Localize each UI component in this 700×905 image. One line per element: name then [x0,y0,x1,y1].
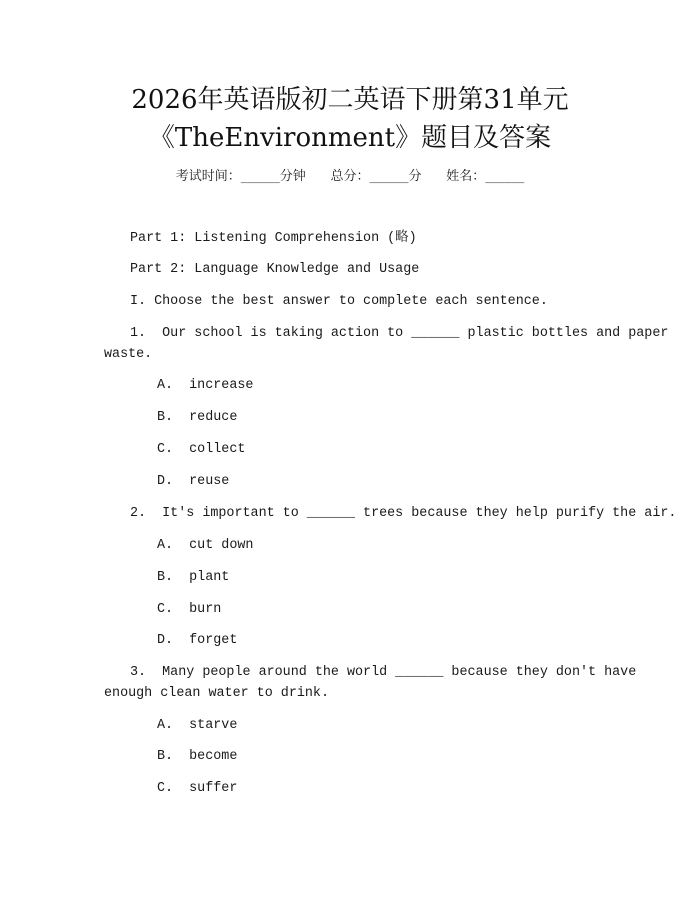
exam-info-line: 考试时间：______分钟 总分：______分 姓名：______ [175,169,525,184]
question-1-option-c: C. collect [157,442,246,457]
question-3-option-a: A. starve [157,718,238,733]
document-title-line-1: 2026年英语版初二英语下册第31单元 [131,85,569,115]
question-2-option-b: B. plant [157,570,230,585]
question-2-option-a: A. cut down [157,538,254,553]
document-title-line-2: 《TheEnvironment》题目及答案 [148,123,552,153]
part-2-heading: Part 2: Language Knowledge and Usage [130,262,420,277]
question-3-text-continued: enough clean water to drink. [104,686,329,701]
part-1-heading: Part 1: Listening Comprehension (略) [130,231,417,246]
question-1-text: 1. Our school is taking action to ______ plastic bottles and paper [130,326,669,341]
question-2-text: 2. It's important to ______ trees because they help purify the air. [130,506,677,521]
question-1-option-a: A. increase [157,378,254,393]
section-instruction: I. Choose the best answer to complete each sentence. [130,294,548,309]
question-2-option-d: D. forget [157,633,238,648]
question-2-option-c: C. burn [157,602,222,617]
question-1-option-d: D. reuse [157,474,230,489]
question-1-option-b: B. reduce [157,410,238,425]
question-3-option-b: B. become [157,749,238,764]
question-3-option-c: C. suffer [157,781,238,796]
question-3-text: 3. Many people around the world ______ because they don't have [130,665,637,680]
question-1-text-continued: waste. [104,347,153,362]
